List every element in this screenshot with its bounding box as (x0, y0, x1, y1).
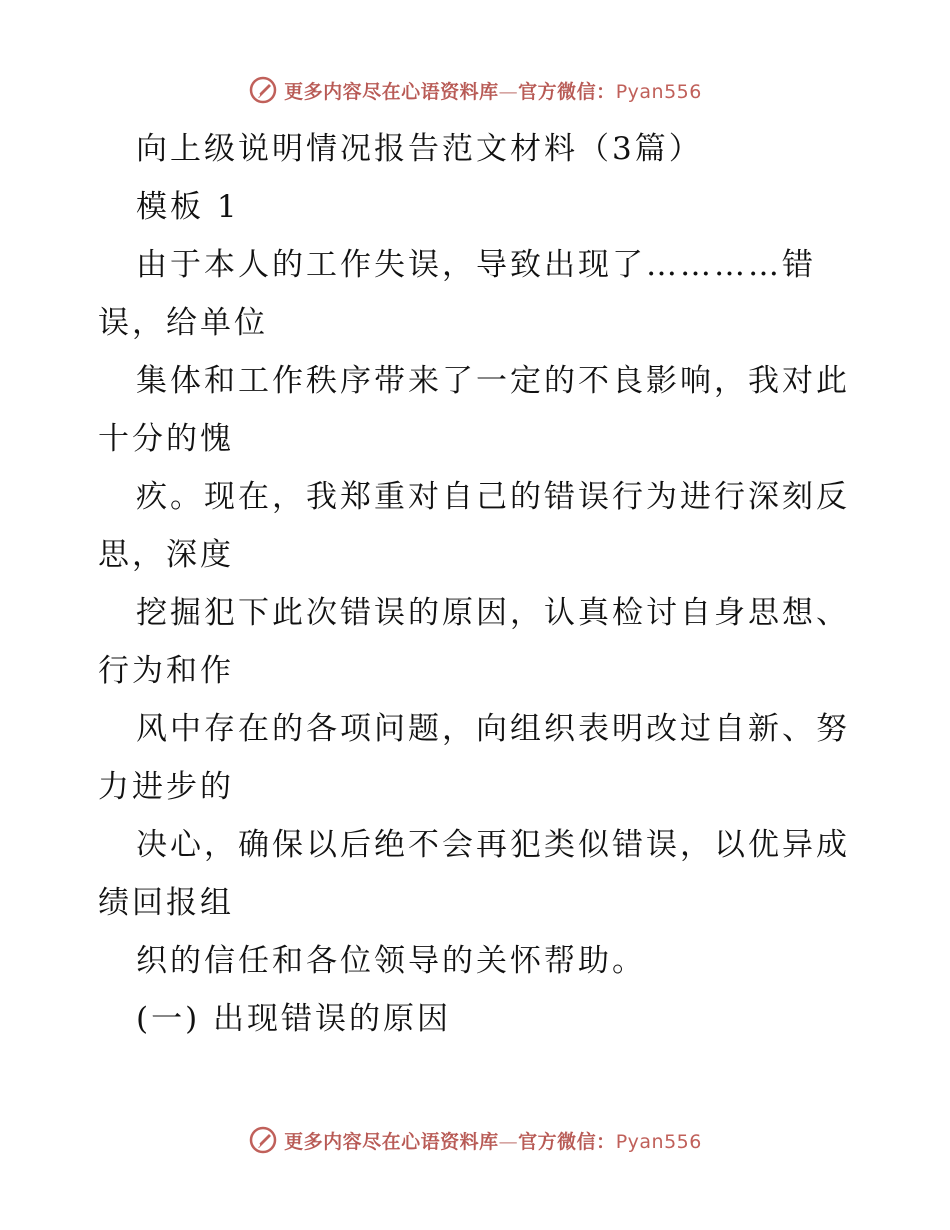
paragraph-line: 风中存在的各项问题，向组织表明改过自新、努 (136, 711, 850, 747)
banner-text: 更多内容尽在心语资料库—官方微信：Pyan556 (284, 80, 702, 103)
document-body (98, 120, 858, 1048)
paragraph-line: 思，深度 (98, 537, 234, 573)
section-heading: (一) 出现错误的原因 (136, 1001, 452, 1037)
pen-logo-icon (248, 1125, 278, 1155)
paragraph-line: 决心，确保以后绝不会再犯类似错误，以优异成 (136, 827, 850, 863)
paragraph-line: 绩回报组 (98, 885, 234, 921)
document-subtitle: 模板 1 (136, 189, 240, 225)
paragraph-line: 疚。现在，我郑重对自己的错误行为进行深刻反 (136, 479, 850, 515)
paragraph-line: 由于本人的工作失误，导致出现了…………错 (136, 247, 816, 283)
paragraph-line: 十分的愧 (98, 421, 234, 457)
paragraph-line: 挖掘犯下此次错误的原因，认真检讨自身思想、 (136, 595, 850, 631)
document-title: 向上级说明情况报告范文材料（3篇） (136, 131, 703, 167)
paragraph-line: 误，给单位 (98, 305, 268, 341)
pen-logo-icon (248, 75, 278, 105)
paragraph-line: 集体和工作秩序带来了一定的不良影响，我对此 (136, 363, 850, 399)
paragraph-line: 织的信任和各位领导的关怀帮助。 (136, 943, 646, 979)
header-banner (0, 70, 950, 110)
paragraph-line: 行为和作 (98, 653, 234, 689)
banner-text: 更多内容尽在心语资料库—官方微信：Pyan556 (284, 1130, 702, 1153)
paragraph-line: 力进步的 (98, 769, 234, 805)
footer-banner (0, 1120, 950, 1160)
